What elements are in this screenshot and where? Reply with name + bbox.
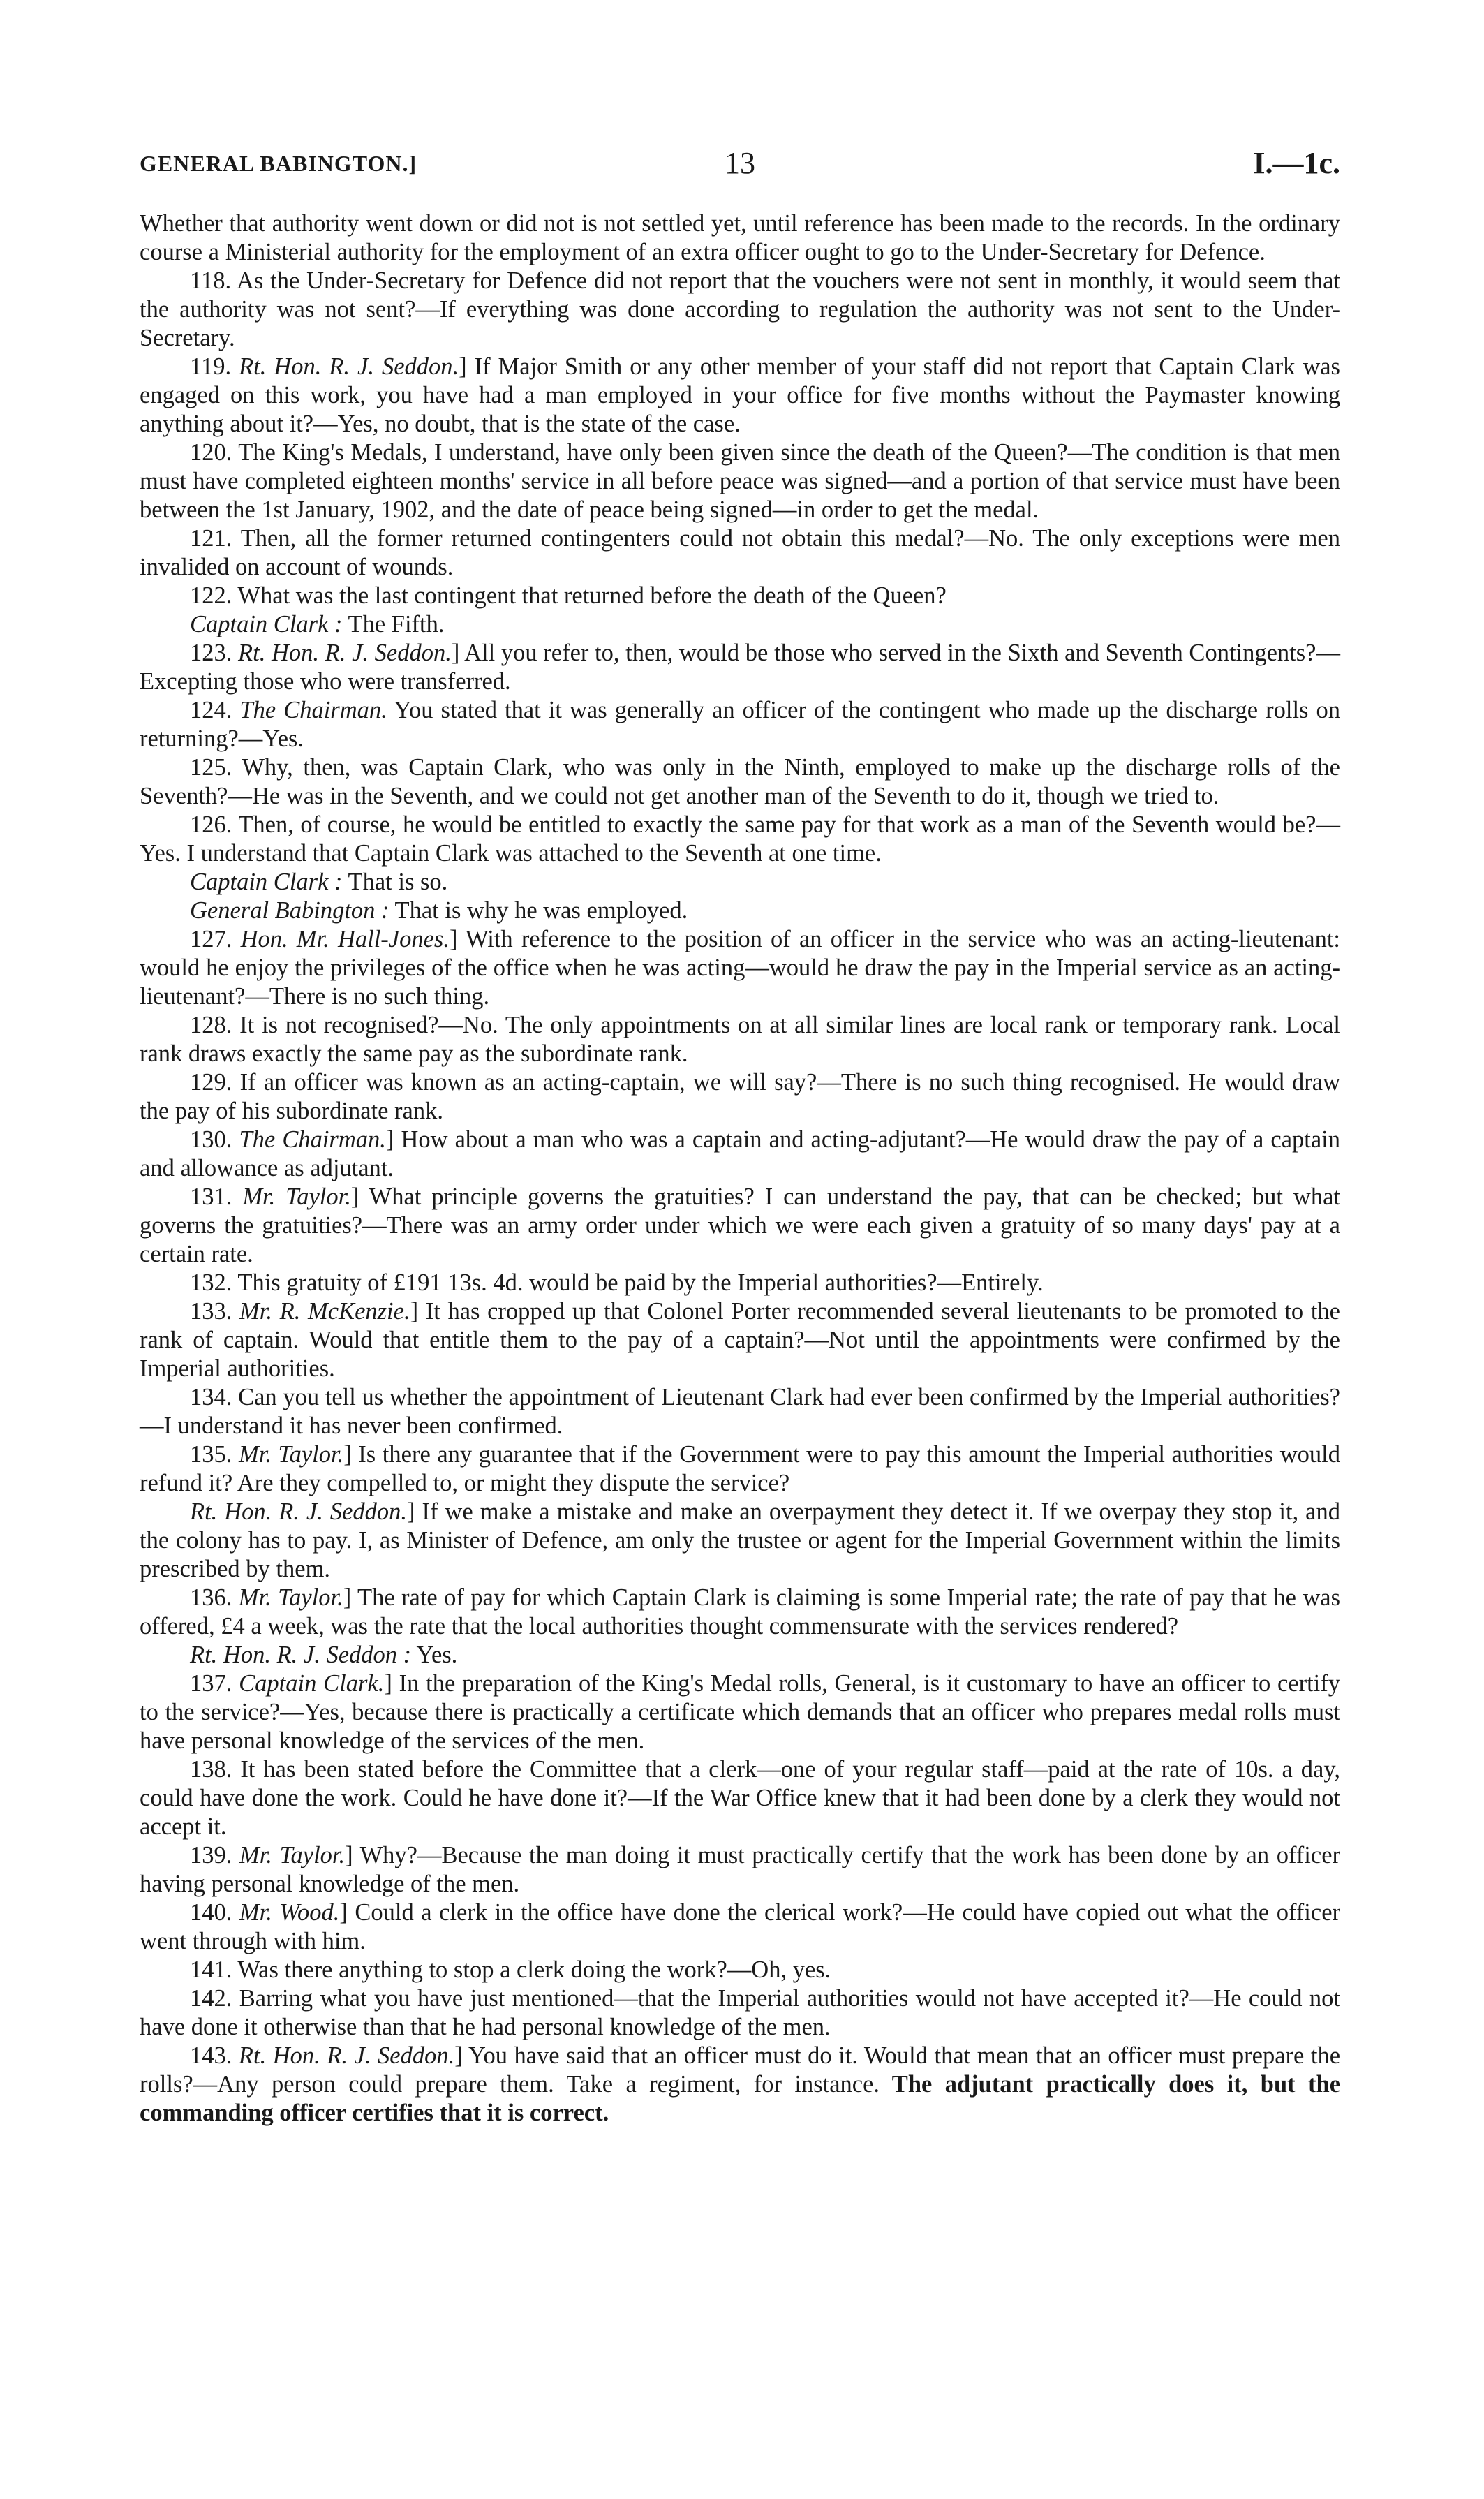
paragraph (140, 925, 1340, 1011)
paragraph-text: 120. The King's Medals, I understand, have only been given since the death of the Queen?—The condition is that men must have completed eighteen months' service in all before peace was signed—and a portion of that service must have been between the 1st January, 1902, and the date of peace being signed—in order to get the medal. (140, 439, 1340, 523)
paragraph (140, 811, 1340, 868)
paragraph-text: The Fifth. (342, 611, 445, 637)
paragraph (140, 1584, 1340, 1641)
paragraph (140, 1068, 1340, 1126)
question-number: 135. (190, 1441, 239, 1468)
paragraph-text: Yes. (411, 1642, 458, 1668)
paragraph-text: 132. This gratuity of £191 13s. 4d. would be paid by the Imperial authorities?—Entirely. (190, 1269, 1044, 1296)
paragraph-text: 121. Then, all the former returned contingenters could not obtain this medal?—No. The only exceptions were men invalided on account of wounds. (140, 525, 1340, 580)
question-number: 133. (190, 1298, 240, 1325)
question-number: 143. (190, 2042, 239, 2069)
speaker-name: Captain Clark. (239, 1670, 385, 1697)
paragraph-text: Whether that authority went down or did not is not settled yet, until reference has been made to the records. In the ordinary course a Ministerial authority for the employment of an extra officer ought to go to the Under-Secretary for Defence. (140, 210, 1340, 265)
paragraph (140, 267, 1340, 353)
paragraph-text: ] All you refer to, then, would be those who served in the Sixth and Seventh Contingents?—Excepting those who were transferred. (140, 640, 1340, 695)
paragraph-text: ] With reference to the position of an officer in the service who was an acting-lieutenant: would he enjoy the privileges of the office when he was acting—would he draw the pay in the Imperial service as an acting-lieutenant?—There is no such thing. (140, 926, 1341, 1010)
paragraph-text: ] Is there any guarantee that if the Government were to pay this amount the Imperial authorities would refund it? Are they compelled to, or might they dispute the service? (140, 1441, 1340, 1496)
paragraph-text: ] In the preparation of the King's Medal rolls, General, is it customary to have an officer to certify to the service?—Yes, because there is practically a certificate which demands that an officer who prepares medal rolls must have personal knowledge of the services of the men. (140, 1670, 1341, 1754)
document-reference: I.—1c. (1253, 146, 1340, 180)
evidence-text (140, 209, 1340, 2128)
question-number: 137. (190, 1670, 239, 1697)
paragraph-text: 126. Then, of course, he would be entitled to exactly the same pay for that work as a man of the Seventh would be?—Yes. I understand that Captain Clark was attached to the Seventh at one time. (140, 811, 1340, 867)
paragraph (140, 1641, 1340, 1669)
paragraph-text: ] If we make a mistake and make an overpayment they detect it. If we overpay they stop it, and the colony has to pay. I, as Minister of Defence, am only the trustee or agent for the Imperial Government within the limits prescribed by them. (140, 1498, 1340, 1582)
paragraph-text: That is so. (342, 869, 448, 895)
question-number: 140. (190, 1899, 239, 1926)
question-number: 139. (190, 1842, 239, 1868)
paragraph-text: 138. It has been stated before the Committee that a clerk—one of your regular staff—paid at the rate of 10s. a day, could have done the work. Could he have done it?—If the War Office knew that it had been done by a clerk they would not accept it. (140, 1756, 1340, 1840)
paragraph (140, 1297, 1340, 1383)
paragraph (140, 1383, 1340, 1440)
speaker-name: Rt. Hon. R. J. Seddon. (190, 1498, 408, 1525)
paragraph-text-bold: The adjutant practically does it, but the commanding officer certifies that it is correct. (140, 2071, 1341, 2126)
speaker-name: Hon. Mr. Hall-Jones. (240, 926, 450, 952)
paragraph (140, 1841, 1340, 1899)
question-number: 124. (190, 697, 240, 723)
paragraph (140, 1126, 1340, 1183)
paragraph-text: ] The rate of pay for which Captain Clark is claiming is some Imperial rate; the rate of pay that he was offered, £4 a week, was the rate that the local authorities thought commensurate with the services rendered? (140, 1584, 1341, 1639)
paragraph-text: ] If Major Smith or any other member of your staff did not report that Captain Clark was engaged on this work, you have had a man employed in your office for five months without the Paymaster knowing anything about it?—Yes, no doubt, that is the state of the case. (140, 353, 1340, 437)
paragraph (140, 696, 1340, 753)
question-number: 131. (190, 1184, 243, 1210)
question-number: 136. (190, 1584, 239, 1611)
speaker-name: Rt. Hon. R. J. Seddon. (238, 2042, 455, 2069)
paragraph (140, 438, 1340, 524)
paragraph-text: You stated that it was generally an officer of the contingent who made up the discharge rolls on returning?—Yes. (140, 697, 1341, 752)
speaker-name: The Chairman. (239, 1126, 386, 1153)
page-number: 13 (725, 146, 755, 180)
paragraph-text: ] How about a man who was a captain and acting-adjutant?—He would draw the pay of a captain and allowance as adjutant. (140, 1126, 1340, 1181)
question-number: 119. (190, 353, 239, 380)
speaker-name: General Babington : (190, 897, 389, 924)
speaker-name: Rt. Hon. R. J. Seddon. (239, 353, 459, 380)
paragraph (140, 1669, 1340, 1755)
question-number: 130. (190, 1126, 239, 1153)
paragraph-text: 118. As the Under-Secretary for Defence did not report that the vouchers were not sent in monthly, it would seem that the authority was not sent?—If everything was done according to regulation the authority was not sent to the Under-Secretary. (140, 267, 1340, 351)
paragraph (140, 1899, 1340, 1956)
question-number: 127. (190, 926, 241, 952)
paragraph (140, 353, 1340, 438)
speaker-name: Mr. Wood. (239, 1899, 340, 1926)
paragraph (140, 209, 1340, 267)
paragraph-text: ] What principle governs the gratuities? I can understand the pay, that can be checked; but what governs the gratuities?—There was an army order under which we were each given a gratuity of so many days' pay at a certain rate. (140, 1184, 1340, 1267)
speaker-name: The Chairman. (239, 697, 387, 723)
paragraph (140, 610, 1340, 639)
paragraph-text: ] Could a clerk in the office have done the clerical work?—He could have copied out what the officer went through with him. (140, 1899, 1340, 1954)
paragraph (140, 1183, 1340, 1269)
paragraph-text: ] You have said that an officer must do it. Would that mean that an officer must prepare the rolls?—Any person could prepare them. Take a regiment, for instance. (140, 2042, 1341, 2098)
paragraph (140, 1956, 1340, 1984)
paragraph (140, 897, 1340, 925)
paragraph-text: 142. Barring what you have just mentioned—that the Imperial authorities would not have accepted it?—He could not have done it otherwise than that he had personal knowledge of the men. (140, 1985, 1340, 2040)
paragraph-text: That is why he was employed. (389, 897, 688, 924)
paragraph (140, 1440, 1340, 1498)
speaker-name: Mr. R. McKenzie. (239, 1298, 410, 1325)
speaker-name: Mr. Taylor. (238, 1584, 343, 1611)
paragraph (140, 524, 1340, 582)
paragraph (140, 1984, 1340, 2042)
paragraph-text: ] Why?—Because the man doing it must practically certify that the work has been done by an officer having personal knowledge of the men. (140, 1842, 1340, 1897)
speaker-name: Captain Clark : (190, 611, 343, 637)
page-header (140, 145, 1340, 187)
paragraph-text: 129. If an officer was known as an acting-captain, we will say?—There is no such thing recognised. He would draw the pay of his subordinate rank. (140, 1069, 1340, 1124)
paragraph-text: 134. Can you tell us whether the appointment of Lieutenant Clark had ever been confirmed by the Imperial authorities?—I understand it has never been confirmed. (140, 1384, 1340, 1439)
speaker-name: Mr. Taylor. (239, 1842, 346, 1868)
paragraph-text: 141. Was there anything to stop a clerk doing the work?—Oh, yes. (190, 1956, 831, 1983)
paragraph (140, 1269, 1340, 1297)
speaker-name: Mr. Taylor. (238, 1441, 344, 1468)
speaker-name: Rt. Hon. R. J. Seddon : (190, 1642, 412, 1668)
paragraph (140, 2042, 1340, 2128)
speaker-name: Rt. Hon. R. J. Seddon. (238, 640, 452, 666)
paragraph-text: ] It has cropped up that Colonel Porter recommended several lieutenants to be promoted to the rank of captain. Would that entitle them to the pay of a captain?—Not until the appointments were confirmed by the Imperial authorities. (140, 1298, 1340, 1382)
paragraph-text: 122. What was the last contingent that returned before the death of the Queen? (190, 582, 947, 609)
paragraph (140, 753, 1340, 811)
paragraph-text: 125. Why, then, was Captain Clark, who was only in the Ninth, employed to make up the discharge rolls of the Seventh?—He was in the Seventh, and we could not get another man of the Seventh to do it, though we tried to. (140, 754, 1340, 809)
paragraph (140, 1498, 1340, 1584)
speaker-name: Captain Clark : (190, 869, 343, 895)
running-head: GENERAL BABINGTON.] (140, 151, 417, 176)
paragraph-text: 128. It is not recognised?—No. The only appointments on at all similar lines are local rank or temporary rank. Local rank draws exactly the same pay as the subordinate rank. (140, 1012, 1340, 1067)
paragraph (140, 639, 1340, 696)
speaker-name: Mr. Taylor. (242, 1184, 351, 1210)
question-number: 123. (190, 640, 239, 666)
paragraph (140, 582, 1340, 610)
paragraph (140, 868, 1340, 897)
paragraph (140, 1011, 1340, 1068)
paragraph (140, 1755, 1340, 1841)
